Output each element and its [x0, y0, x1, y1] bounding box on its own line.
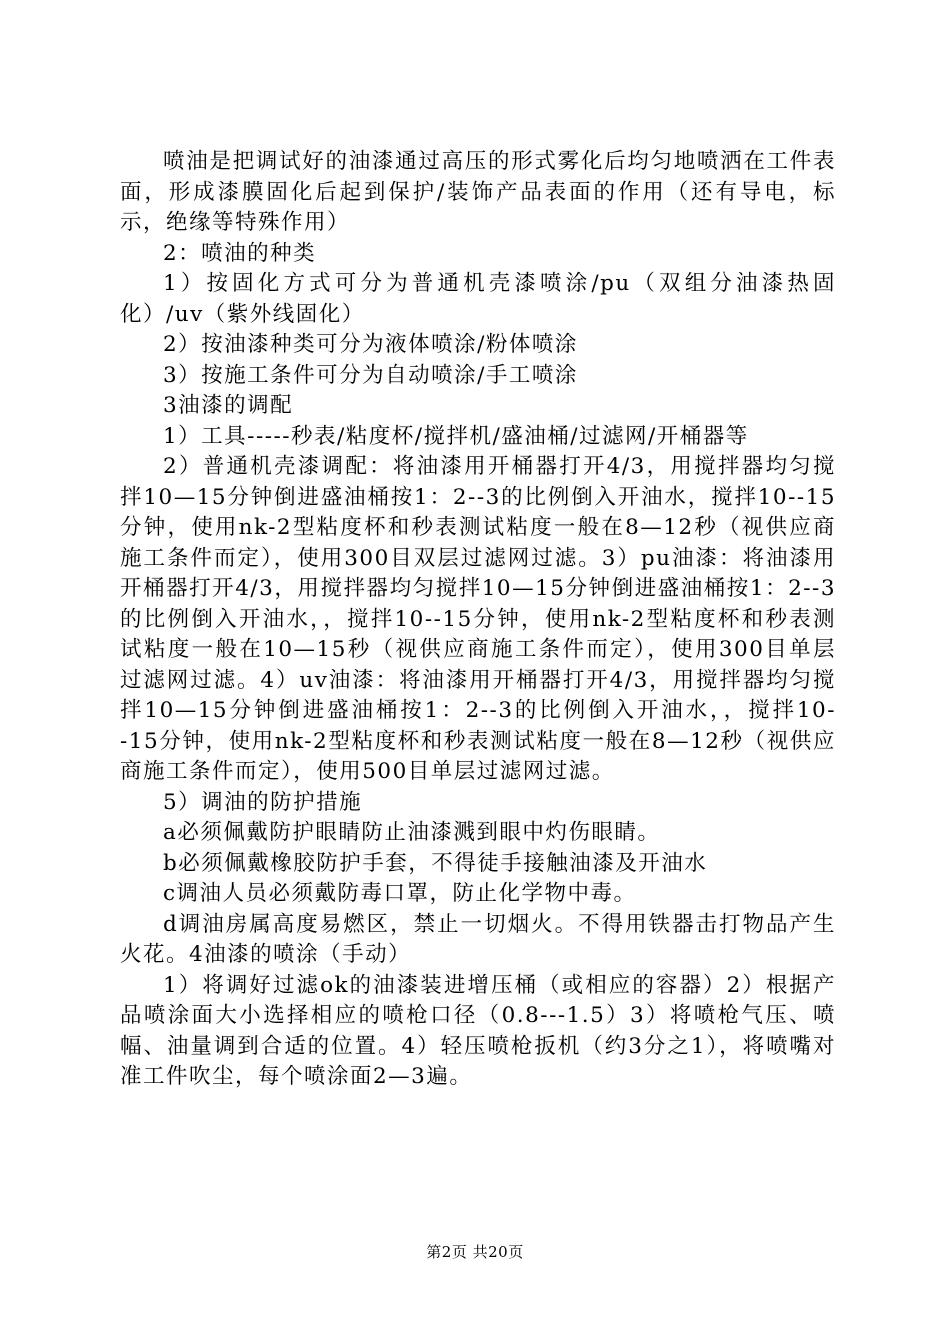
list-item: 1）工具-----秒表/粘度杯/搅拌机/盛油桶/过滤网/开桶器等 — [163, 423, 749, 449]
paragraph-mixing-procedure: 2）普通机壳漆调配：将油漆用开桶器打开4/3，用搅拌器均匀搅拌10—15分钟倒进盛油桶按1：2--3的比例倒入开油水，搅拌10--15分钟，使用nk-2型粘度杯和秒表测试粘度一般在8—12秒（视供应商施工条件而定），使用300目双层过滤网过滤。3）pu油漆：将油漆用开桶器打开4/3，用搅拌器均匀搅拌10—15分钟倒进盛油桶按1：2--3的比例倒入开油水，，搅拌10--15分钟，使用nk-2型粘度杯和秒表测试粘度一般在10—15秒（视供应商施工条件而定），使用300目单层过滤网过滤。4）uv油漆：将油漆用开桶器打开4/3，用搅拌器均匀搅拌10—15分钟倒进盛油桶按1：2--3的比例倒入开油水，，搅拌10--15分钟，使用nk-2型粘度杯和秒表测试粘度一般在8—12秒（视供应商施工条件而定），使用500目单层过滤网过滤。 — [120, 454, 836, 784]
list-item: b必须佩戴橡胶防护手套，不得徒手接触油漆及开油水 — [163, 850, 708, 876]
page-number: 第2页 共20页 — [426, 1243, 524, 1261]
list-item: c调油人员必须戴防毒口罩，防止化学物中毒。 — [163, 881, 637, 906]
list-item: a必须佩戴防护眼睛防止油漆溅到眼中灼伤眼睛。 — [163, 820, 661, 845]
list-item: d调油房属高度易燃区，禁止一切烟火。不得用铁器击打物品产生火花。4油漆的喷涂（手动） — [120, 911, 836, 967]
paragraph-intro: 喷油是把调试好的油漆通过高压的形式雾化后均匀地喷洒在工件表面，形成漆膜固化后起到保护/装饰产品表面的作用（还有导电，标示，绝缘等特殊作用） — [120, 149, 836, 235]
list-item: 3）按施工条件可分为自动喷涂/手工喷涂 — [163, 362, 578, 388]
list-item: 2）按油漆种类可分为液体喷涂/粉体喷涂 — [163, 332, 578, 357]
list-item: 1）按固化方式可分为普通机壳漆喷涂/pu（双组分油漆热固化）/uv（紫外线固化） — [120, 271, 836, 327]
heading-protection-measures: 5）调油的防护措施 — [163, 789, 363, 815]
page-footer — [0, 1242, 950, 1262]
paragraph-spray-procedure: 1）将调好过滤ok的油漆装进增压桶（或相应的容器）2）根据产品喷涂面大小选择相应的喷枪口径（0.8---1.5）3）将喷枪气压、喷幅、油量调到合适的位置。4）轻压喷枪扳机（约3分之1），将喷嘴对准工件吹尘，每个喷涂面2—3遍。 — [120, 972, 836, 1089]
document-body — [120, 147, 836, 1093]
heading-paint-mixing: 3油漆的调配 — [163, 393, 294, 418]
heading-spray-types: 2：喷油的种类 — [163, 240, 317, 266]
